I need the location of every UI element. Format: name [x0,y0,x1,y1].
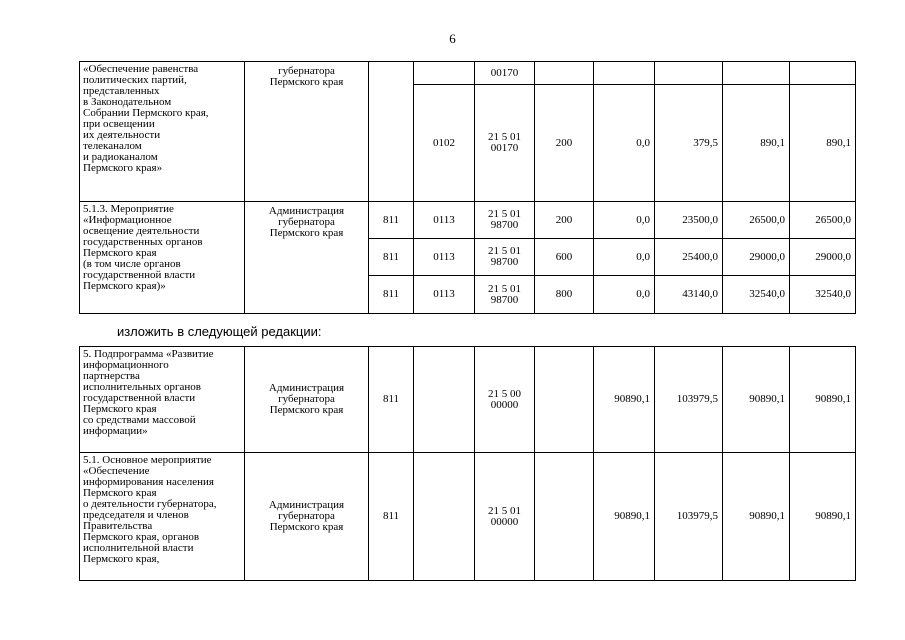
value-cell: 90890,1 [790,453,856,581]
article-cell: 21 5 01 00170 [475,85,535,202]
budget-table-bottom [79,346,856,581]
article-cell: 21 5 01 98700 [475,276,535,314]
value-cell [655,62,723,85]
type-cell: 200 [535,202,594,239]
article-cell: 00170 [475,62,535,85]
section-cell: 0113 [414,276,475,314]
type-cell [535,453,594,581]
value-cell: 43140,0 [655,276,723,314]
code-cell [369,62,414,202]
value-cell: 90890,1 [723,453,790,581]
value-cell: 26500,0 [790,202,856,239]
description-cell: 5.1.3. Мероприятие «Информационное освещение деятельности государственных органов Пермского края (в том числе органов государственной власти Пермского края)» [80,202,245,314]
value-cell: 25400,0 [655,239,723,276]
value-cell: 379,5 [655,85,723,202]
value-cell [594,62,655,85]
type-cell [535,347,594,453]
section-cell: 0113 [414,239,475,276]
code-cell: 811 [369,347,414,453]
description-cell: «Обеспечение равенства политических партий, представленных в Законодательном Собрании Пермского края, при освещении их деятельности телеканалом и радиоканалом Пермского края» [80,62,245,202]
value-cell: 26500,0 [723,202,790,239]
type-cell [535,62,594,85]
description-cell: 5.1. Основное мероприятие «Обеспечение информирования населения Пермского края о деятельности губернатора, председателя и членов Правительства Пермского края, органов исполнительной власти Пермского края, [80,453,245,581]
section-cell [414,62,475,85]
value-cell: 0,0 [594,202,655,239]
value-cell: 90890,1 [723,347,790,453]
budget-table-top [79,61,856,314]
table-row [80,347,856,453]
value-cell: 29000,0 [790,239,856,276]
code-cell: 811 [369,453,414,581]
value-cell [790,62,856,85]
article-cell: 21 5 01 98700 [475,239,535,276]
value-cell: 32540,0 [790,276,856,314]
section-cell: 0102 [414,85,475,202]
section-cell [414,347,475,453]
executor-cell: Администрация губернатора Пермского края [245,453,369,581]
value-cell: 890,1 [790,85,856,202]
article-cell: 21 5 01 98700 [475,202,535,239]
value-cell: 23500,0 [655,202,723,239]
article-cell: 21 5 00 00000 [475,347,535,453]
executor-cell: Администрация губернатора Пермского края [245,202,369,314]
code-cell: 811 [369,239,414,276]
value-cell: 0,0 [594,276,655,314]
type-cell: 600 [535,239,594,276]
value-cell: 103979,5 [655,453,723,581]
executor-cell: Администрация губернатора Пермского края [245,347,369,453]
section-cell [414,453,475,581]
code-cell: 811 [369,276,414,314]
description-cell: 5. Подпрограмма «Развитие информационного партнерства исполнительных органов государственной власти Пермского края со средствами массовой информации» [80,347,245,453]
value-cell: 890,1 [723,85,790,202]
type-cell: 800 [535,276,594,314]
article-cell: 21 5 01 00000 [475,453,535,581]
table-row [80,453,856,581]
type-cell: 200 [535,85,594,202]
section-cell: 0113 [414,202,475,239]
value-cell [723,62,790,85]
value-cell: 29000,0 [723,239,790,276]
executor-cell: губернатора Пермского края [245,62,369,202]
code-cell: 811 [369,202,414,239]
value-cell: 103979,5 [655,347,723,453]
value-cell: 32540,0 [723,276,790,314]
instruction-text: изложить в следующей редакции: [117,324,322,339]
table-row [80,202,856,239]
value-cell: 90890,1 [790,347,856,453]
value-cell: 0,0 [594,85,655,202]
page-number: 6 [449,31,456,46]
value-cell: 90890,1 [594,347,655,453]
value-cell: 0,0 [594,239,655,276]
table-row [80,62,856,85]
value-cell: 90890,1 [594,453,655,581]
